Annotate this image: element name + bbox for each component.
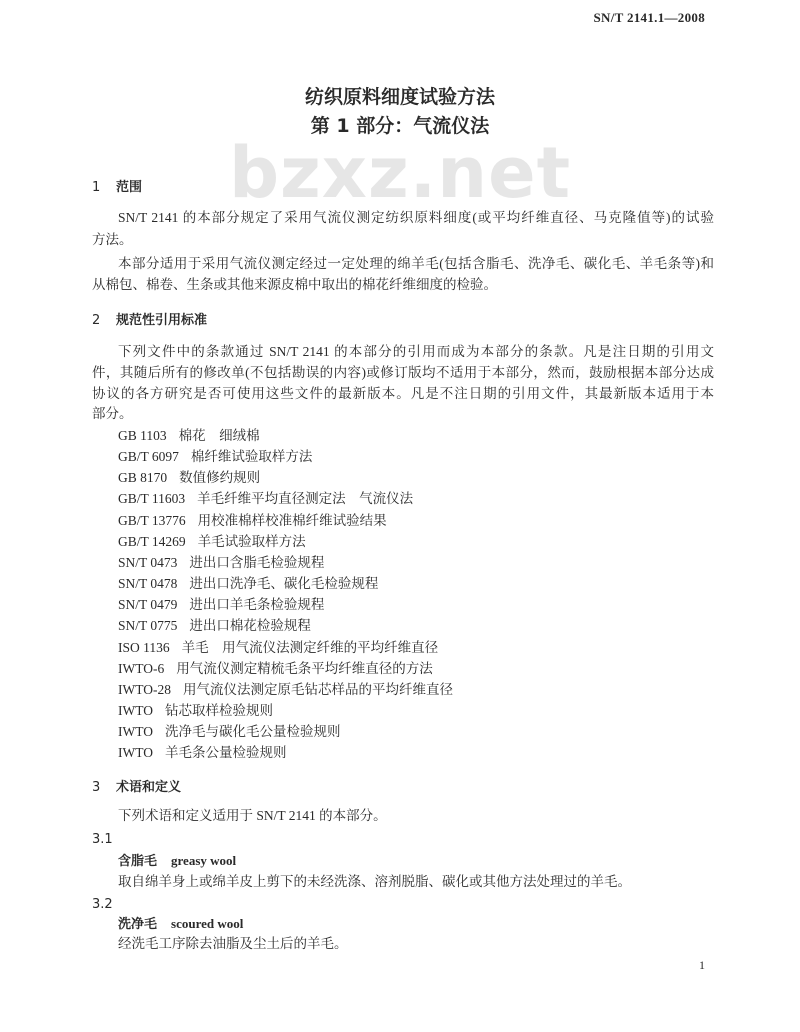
section-title: 范围 — [116, 180, 143, 195]
paragraph-line: 件，其随后所有的修改单(不包括勘误的内容)或修订版均不适用于本部分，然而，鼓励根据本部分达成 — [92, 365, 714, 380]
watermark: bzxz.net — [228, 143, 572, 203]
reference-item — [118, 533, 306, 550]
title-line-1: 纺织原料细度试验方法 — [304, 86, 495, 108]
reference-code: IWTO — [118, 745, 153, 761]
term-definition: 经洗毛工序除去油脂及尘土后的羊毛。 — [118, 936, 348, 951]
page-number: 1 — [699, 958, 705, 972]
paragraph-line: 部分。 — [92, 406, 133, 421]
reference-item — [118, 639, 438, 656]
section-title: 术语和定义 — [116, 780, 182, 795]
reference-title: 进出口棉花检验规程 — [189, 618, 311, 634]
reference-title: 羊毛条公量检验规则 — [165, 745, 287, 761]
term-en: scoured wool — [171, 916, 244, 931]
reference-title: 洗净毛与碳化毛公量检验规则 — [165, 724, 341, 740]
reference-title: 进出口羊毛条检验规程 — [189, 597, 325, 613]
reference-title: 棉花 细绒棉 — [178, 428, 260, 443]
reference-item — [118, 512, 387, 529]
reference-title: 用校准棉样校准棉纤维试验结果 — [197, 512, 387, 528]
reference-item — [118, 575, 378, 592]
reference-item — [118, 660, 433, 677]
reference-code: GB 8170 — [118, 470, 168, 486]
reference-code: ISO 1136 — [118, 639, 170, 655]
term-definition: 取自绵羊身上或绵羊皮上剪下的未经洗涤、溶剂脱脂、碳化或其他方法处理过的羊毛。 — [118, 874, 631, 889]
paragraph-line: 方法。 — [92, 232, 133, 247]
term-zh: 含脂毛 — [118, 854, 158, 869]
reference-title: 羊毛试验取样方法 — [197, 533, 306, 549]
reference-item — [118, 681, 453, 698]
term-number: 3.2 — [92, 897, 113, 912]
reference-item — [118, 702, 273, 719]
term-number: 3.1 — [92, 832, 113, 847]
reference-code: SN/T 0478 — [118, 576, 178, 592]
reference-item — [118, 448, 312, 465]
reference-title: 进出口洗净毛、碳化毛检验规程 — [189, 576, 379, 592]
reference-code: SN/T 0473 — [118, 554, 178, 570]
paragraph-line: 下列文件中的条款通过 SN/T 2141 的本部分的引用而成为本部分的条款。凡是注日期的引用文 — [118, 344, 714, 359]
section-3-heading — [92, 780, 181, 796]
reference-title: 数值修约规则 — [179, 470, 261, 486]
reference-code: GB/T 13776 — [118, 512, 186, 528]
reference-code: SN/T 0775 — [118, 618, 178, 634]
reference-title: 羊毛纤维平均直径测定法 气流仪法 — [197, 491, 414, 507]
section-1-heading — [92, 180, 142, 196]
reference-title: 羊毛 用气流仪法测定纤维的平均纤维直径 — [181, 639, 439, 655]
section-number: 1 — [92, 180, 101, 195]
title-line-2: 第 1 部分：气流仪法 — [310, 115, 490, 137]
reference-code: GB/T 6097 — [118, 449, 179, 465]
paragraph-line: SN/T 2141 的本部分规定了采用气流仪测定纺织原料细度(或平均纤维直径、马克隆值等)的试验 — [118, 210, 714, 225]
document-number: SN/T 2141.1—2008 — [593, 10, 705, 25]
term-en: greasy wool — [171, 853, 237, 868]
reference-code: GB/T 14269 — [118, 533, 186, 549]
reference-code: GB/T 11603 — [118, 491, 186, 507]
reference-code: IWTO-6 — [118, 660, 165, 676]
reference-title: 钻芯取样检验规则 — [165, 702, 273, 718]
section-number: 2 — [92, 313, 101, 328]
term-zh: 洗净毛 — [118, 917, 158, 932]
reference-item — [118, 596, 324, 613]
term-heading — [118, 916, 243, 933]
reference-code: IWTO — [118, 724, 153, 740]
reference-title: 用气流仪法测定原毛钻芯样品的平均纤维直径 — [183, 681, 453, 697]
reference-item — [118, 427, 260, 444]
section-title: 规范性引用标准 — [116, 313, 208, 328]
section-number: 3 — [92, 780, 101, 795]
reference-code: GB 1103 — [118, 428, 167, 443]
paragraph-line: 本部分适用于采用气流仪测定经过一定处理的绵羊毛(包括含脂毛、洗净毛、碳化毛、羊毛条等)和 — [118, 256, 714, 271]
section-3-intro: 下列术语和定义适用于 SN/T 2141 的本部分。 — [118, 808, 387, 823]
reference-item — [118, 554, 324, 571]
reference-item — [118, 490, 413, 507]
section-2-heading — [92, 313, 207, 329]
reference-code: IWTO — [118, 702, 153, 718]
reference-item — [118, 744, 287, 761]
paragraph-line: 协议的各方研究是否可使用这些文件的最新版本。凡是不注日期的引用文件，其最新版本适用于本 — [92, 386, 714, 401]
reference-item — [118, 723, 341, 740]
reference-title: 进出口含脂毛检验规程 — [189, 554, 325, 570]
reference-item — [118, 469, 260, 486]
paragraph-line: 从棉包、棉卷、生条或其他来源皮棉中取出的棉花纤维细度的检验。 — [92, 277, 497, 292]
term-heading — [118, 853, 236, 870]
reference-title: 棉纤维试验取样方法 — [190, 449, 313, 465]
reference-code: SN/T 0479 — [118, 597, 178, 613]
reference-code: IWTO-28 — [118, 681, 171, 697]
reference-item — [118, 617, 311, 634]
reference-title: 用气流仪测定精梳毛条平均纤维直径的方法 — [176, 660, 433, 676]
